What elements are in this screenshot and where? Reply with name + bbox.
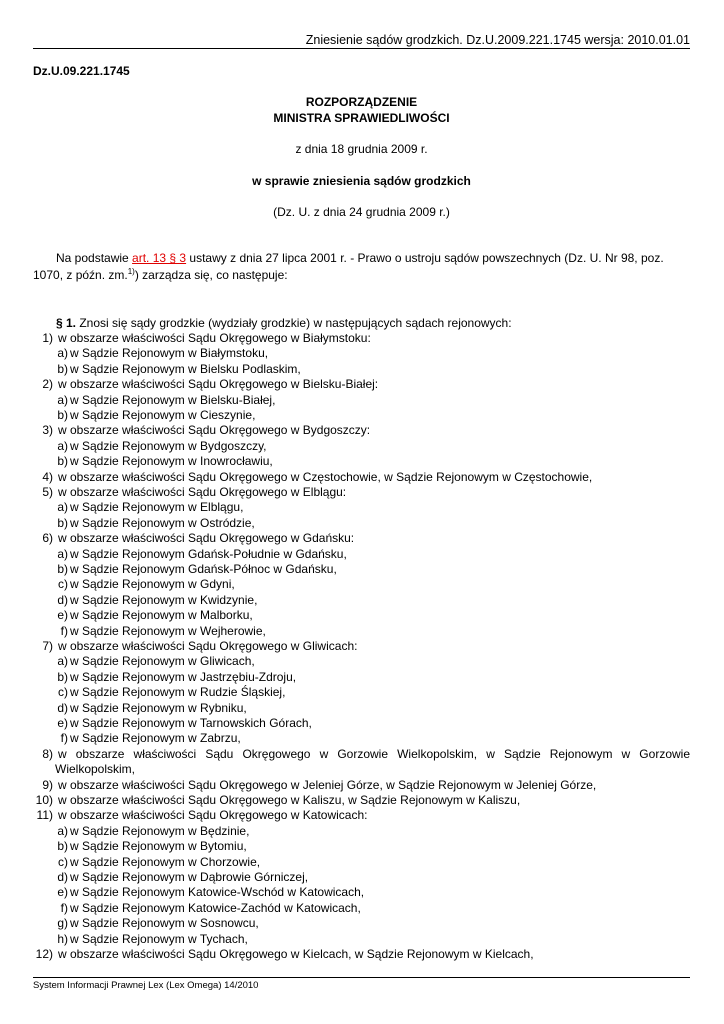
list-item-text: Wielkopolskim, bbox=[55, 762, 136, 777]
list-item-text: w obszarze właściwości Sądu Okręgowego w Katowicach: bbox=[58, 808, 368, 823]
list-marker: a) bbox=[57, 654, 68, 669]
list-item-text: w obszarze właściwości Sądu Okręgowego w Gliwicach: bbox=[58, 639, 358, 653]
act-issuer: MINISTRA SPRAWIEDLIWOŚCI bbox=[273, 111, 450, 125]
list-item-text: w Sądzie Rejonowym Katowice-Wschód w Katowicach, bbox=[70, 885, 365, 900]
list-marker: f) bbox=[60, 623, 68, 638]
list-item-text: w Sądzie Rejonowym w Bielsku-Białej, bbox=[70, 392, 276, 407]
list-item-text: w Sądzie Rejonowym Gdańsk-Północ w Gdańsku, bbox=[70, 562, 337, 576]
list-marker: 8) bbox=[42, 746, 53, 761]
act-subject: w sprawie zniesienia sądów grodzkich bbox=[252, 174, 471, 188]
preamble-text: Na podstawie bbox=[56, 251, 133, 265]
list-marker: 4) bbox=[42, 469, 53, 484]
list-marker: b) bbox=[57, 562, 68, 576]
list-marker: 1) bbox=[42, 331, 53, 345]
list-marker: b) bbox=[57, 408, 68, 422]
list-item-text: w obszarze właściwości Sądu Okręgowego w Częstochowie, w Sądzie Rejonowym w Częstochowie, bbox=[58, 469, 593, 484]
list-item-text: w Sądzie Rejonowym w Tychach, bbox=[70, 931, 248, 946]
act-publication: (Dz. U. z dnia 24 grudnia 2009 r.) bbox=[273, 205, 450, 219]
act-type: ROZPORZĄDZENIE bbox=[305, 95, 418, 109]
list-item-text: w Sądzie Rejonowym w Kwidzynie, bbox=[70, 592, 258, 607]
list-item-text: w Sądzie Rejonowym Gdańsk-Południe w Gdańsku, bbox=[70, 546, 347, 561]
list-marker: 6) bbox=[42, 531, 53, 546]
list-marker: f) bbox=[60, 900, 68, 915]
list-item-text: w Sądzie Rejonowym Katowice-Zachód w Katowicach, bbox=[70, 900, 361, 915]
list-item-text: w obszarze właściwości Sądu Okręgowego w Elblągu: bbox=[58, 485, 347, 499]
list-marker: a) bbox=[57, 823, 68, 838]
list-marker: 12) bbox=[35, 947, 53, 961]
list-item-text: w Sądzie Rejonowym w Gliwicach, bbox=[70, 654, 255, 669]
list-item-text: w obszarze właściwości Sądu Okręgowego w Białymstoku: bbox=[58, 331, 371, 345]
list-marker: g) bbox=[57, 916, 68, 931]
list-item-text: w Sądzie Rejonowym w Malborku, bbox=[70, 608, 253, 623]
list-item-text: w Sądzie Rejonowym w Zabrzu, bbox=[70, 731, 241, 746]
list-marker: a) bbox=[57, 346, 68, 361]
list-marker: a) bbox=[57, 438, 68, 453]
preamble-line2-end: ) zarządza się, co następuje: bbox=[134, 268, 288, 282]
list-marker: a) bbox=[57, 392, 68, 407]
list-item-text: w Sądzie Rejonowym w Rudzie Śląskiej, bbox=[70, 685, 286, 700]
list-item-text: w Sądzie Rejonowym w Elblągu, bbox=[70, 500, 244, 515]
preamble-line-2 bbox=[33, 268, 288, 282]
article-link[interactable]: art. 13 § 3 bbox=[132, 251, 187, 265]
list-item-text: w obszarze właściwości Sądu Okręgowego w Gorzowie Wielkopolskim, w Sądzie Rejonowym w Gorzowie bbox=[58, 746, 690, 761]
footer-text: System Informacji Prawnej Lex (Lex Omega) 14/2010 bbox=[33, 980, 259, 991]
list-marker: a) bbox=[57, 500, 68, 515]
preamble-line2-start: 1070, z późn. zm. bbox=[33, 268, 128, 282]
document-reference: Dz.U.09.221.1745 bbox=[33, 64, 130, 78]
list-item-text: w obszarze właściwości Sądu Okręgowego w Bydgoszczy: bbox=[58, 423, 371, 438]
section-marker: § 1. bbox=[56, 316, 77, 330]
list-item-text: w Sądzie Rejonowym w Ostródzie, bbox=[70, 515, 255, 530]
section-1-intro bbox=[56, 316, 512, 330]
list-item-text: w obszarze właściwości Sądu Okręgowego w Gdańsku: bbox=[58, 531, 355, 546]
list-item-text: w Sądzie Rejonowym w Będzinie, bbox=[70, 823, 250, 838]
list-item-text: w Sądzie Rejonowym w Cieszynie, bbox=[70, 408, 256, 422]
preamble-text-continued: ustawy z dnia 27 lipca 2001 r. - Prawo o ustroju sądów powszechnych (Dz. U. Nr 98, poz. bbox=[186, 251, 664, 265]
list-marker: c) bbox=[58, 577, 68, 592]
section-intro-text: Znosi się sądy grodzkie (wydziały grodzkie) w następujących sądach rejonowych: bbox=[76, 316, 512, 330]
header-rule bbox=[33, 48, 690, 49]
list-item-text: w Sądzie Rejonowym w Sosnowcu, bbox=[70, 916, 259, 931]
list-item-text: w Sądzie Rejonowym w Dąbrowie Górniczej, bbox=[70, 870, 309, 884]
list-item-text: w obszarze właściwości Sądu Okręgowego w Bielsku-Białej: bbox=[58, 377, 379, 392]
list-item-text: w Sądzie Rejonowym w Tarnowskich Górach, bbox=[70, 716, 312, 730]
list-item-text: w Sądzie Rejonowym w Gdyni, bbox=[70, 577, 235, 592]
list-marker: b) bbox=[57, 669, 68, 684]
list-marker: e) bbox=[57, 608, 68, 623]
list-marker: 3) bbox=[42, 423, 53, 438]
list-marker: f) bbox=[60, 731, 68, 746]
list-marker: 9) bbox=[42, 777, 53, 792]
list-marker: 2) bbox=[42, 377, 53, 392]
list-marker: c) bbox=[58, 854, 68, 869]
list-marker: c) bbox=[58, 685, 68, 700]
list-marker: 7) bbox=[42, 639, 53, 653]
list-marker: b) bbox=[57, 361, 68, 376]
list-item-text: w Sądzie Rejonowym w Inowrocławiu, bbox=[70, 454, 273, 469]
list-marker: e) bbox=[57, 885, 68, 900]
list-marker: h) bbox=[57, 931, 68, 946]
list-marker: e) bbox=[57, 716, 68, 730]
list-item-text: w obszarze właściwości Sądu Okręgowego w Jeleniej Górze, w Sądzie Rejonowym w Jeleniej Górze, bbox=[58, 777, 597, 792]
footnote-marker[interactable]: 1) bbox=[127, 267, 135, 276]
list-marker: b) bbox=[57, 839, 68, 854]
list-item-text: w Sądzie Rejonowym w Rybniku, bbox=[70, 700, 247, 715]
list-item-text: w Sądzie Rejonowym w Bielsku Podlaskim, bbox=[70, 361, 301, 376]
list-marker: d) bbox=[57, 700, 68, 715]
preamble-line-1 bbox=[56, 251, 664, 265]
list-item-text: w Sądzie Rejonowym w Wejherowie, bbox=[70, 623, 266, 638]
list-marker: b) bbox=[57, 454, 68, 469]
list-marker: 11) bbox=[36, 808, 53, 823]
footer-rule bbox=[33, 977, 690, 978]
list-item-text: w Sądzie Rejonowym w Bydgoszczy, bbox=[70, 438, 267, 453]
list-item-text: w Sądzie Rejonowym w Białymstoku, bbox=[70, 346, 269, 361]
list-item-text: w Sądzie Rejonowym w Chorzowie, bbox=[70, 854, 261, 869]
list-item-text: w Sądzie Rejonowym w Bytomiu, bbox=[70, 839, 247, 854]
list-marker: d) bbox=[57, 592, 68, 607]
list-item-text: w obszarze właściwości Sądu Okręgowego w Kielcach, w Sądzie Rejonowym w Kielcach, bbox=[58, 947, 534, 961]
list-marker: 10) bbox=[35, 793, 53, 807]
running-header: Zniesienie sądów grodzkich. Dz.U.2009.221.1745 wersja: 2010.01.01 bbox=[305, 33, 690, 47]
list-marker: d) bbox=[57, 870, 68, 884]
list-item-text: w Sądzie Rejonowym w Jastrzębiu-Zdroju, bbox=[70, 669, 297, 684]
list-marker: b) bbox=[57, 515, 68, 530]
list-marker: a) bbox=[57, 546, 68, 561]
act-date: z dnia 18 grudnia 2009 r. bbox=[295, 142, 428, 156]
list-marker: 5) bbox=[42, 485, 53, 499]
list-item-text: w obszarze właściwości Sądu Okręgowego w Kaliszu, w Sądzie Rejonowym w Kaliszu, bbox=[58, 793, 521, 807]
